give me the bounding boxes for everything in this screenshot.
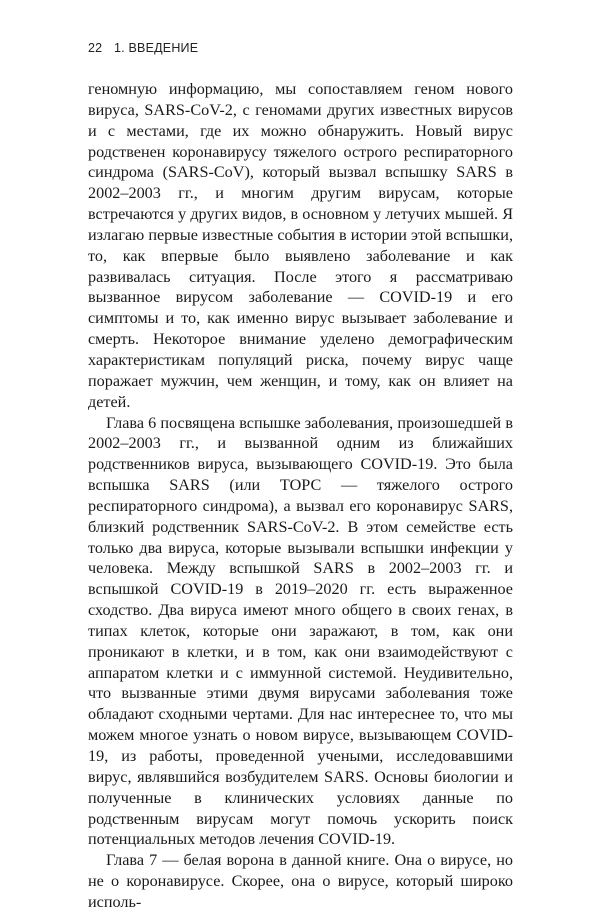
- body-text: [88, 79, 513, 913]
- paragraph-1: геномную информацию, мы сопоставляем геном нового вируса, SARS-CoV-2, с геномами других известных вирусов и с местами, где их можно обнаружить. Новый вирус родственен коронавирусу тяжелого острого респираторного синдрома (SARS-CoV), который вызвал вспышку SARS в 2002–2003 гг., и многим другим вирусам, которые встречаются у других видов, в основном у летучих мышей. Я излагаю первые известные события в истории этой вспышки, то, как впервые было выявлено заболевание и как развивалась ситуация. После этого я рассматриваю вызванное вирусом заболевание — COVID-19 и его симптомы и то, как именно вирус вызывает заболевание и смерть. Некоторое внимание уделено демографическим характеристикам популяций риска, почему вирус чаще поражает мужчин, чем женщин, и тому, как он влияет на детей.: [88, 80, 513, 411]
- page-number: 22: [88, 41, 103, 55]
- chapter-title: 1. ВВЕДЕНИЕ: [114, 41, 199, 55]
- paragraph-3: Глава 7 — белая ворона в данной книге. Она о вирусе, но не о коронавирусе. Скорее, она о вирусе, который широко исполь-: [88, 851, 513, 911]
- running-header: [88, 41, 198, 55]
- paragraph-2: Глава 6 посвящена вспышке заболевания, произошедшей в 2002–2003 гг., и вызванной одним из ближайших родственников вируса, вызывающего COVID-19. Это была вспышка SARS (или ТОРС — тяжелого острого респираторного синдрома), а вызвал его коронавирус SARS, близкий родственник SARS-CoV-2. В этом семействе есть только два вируса, которые вызывали вспышки инфекции у человека. Между вспышкой SARS в 2002–2003 гг. и вспышкой COVID-19 в 2019–2020 гг. есть выраженное сходство. Два вируса имеют много общего в своих генах, в типах клеток, которые они заражают, в том, как они проникают в клетки, и в том, как они взаимодействуют с аппаратом клетки и с иммунной системой. Неудивительно, что вызванные этими двумя вирусами заболевания тоже обладают сходными чертами. Для нас интереснее то, что мы можем многое узнать о новом вирусе, вызывающем COVID-19, из работы, проведенной учеными, исследовавшими вирус, являвшийся возбудителем SARS. Основы биологии и полученные в клинических условиях данные по родственным вирусам могут помочь ускорить поиск потенциальных методов лечения COVID-19.: [88, 413, 513, 849]
